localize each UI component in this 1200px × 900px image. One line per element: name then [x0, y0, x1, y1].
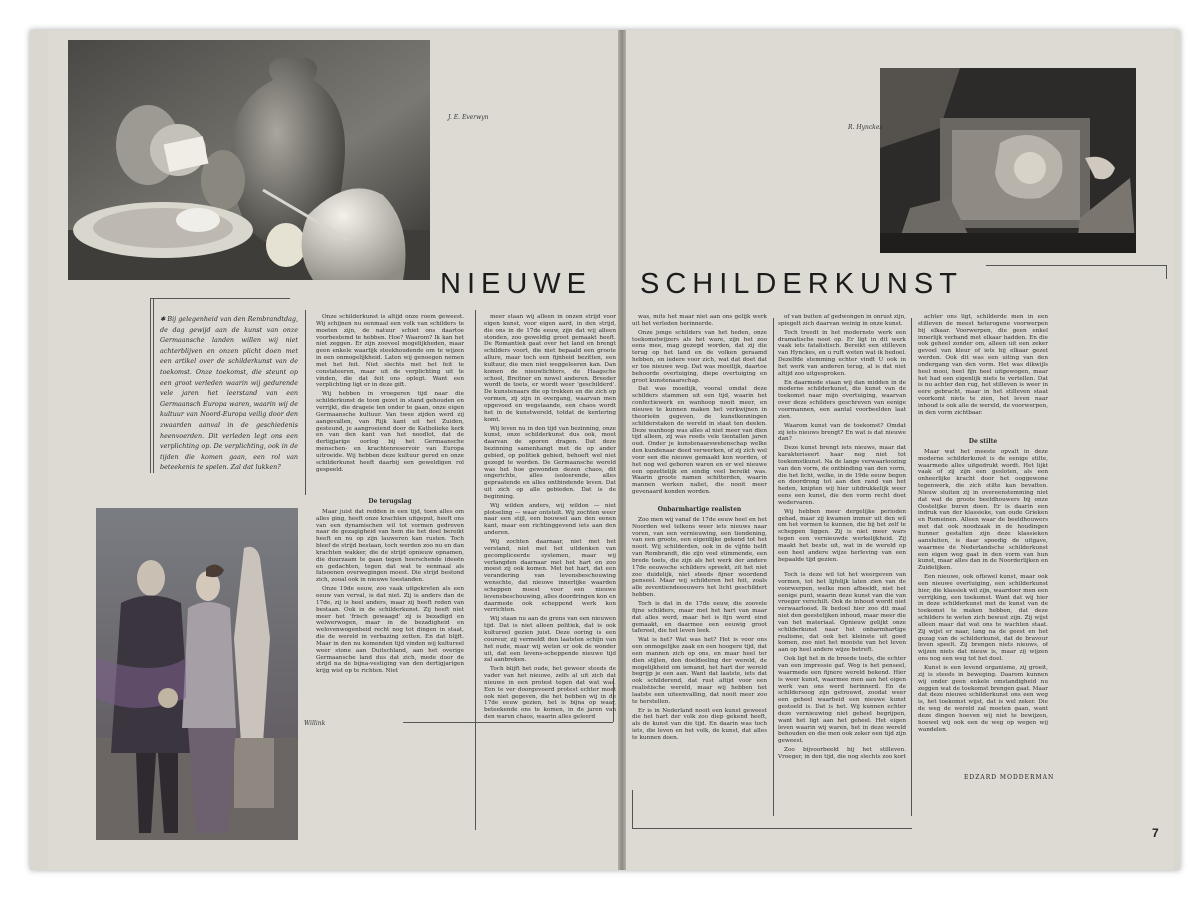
paragraph: Onze 19de eeuw, zoo vaak uitgekreten als een eeuw van verval, is dat niet. Zij is anders dan de 17de, zij is heel anders, maar zij heeft reden van bestaan. Ook in de schilderkunst. Zij heeft niet meer het 'frisch gewaagd' zij is bezadigd en welwerwogen, maar in de bezadigheid en welovenwogenheid recht nog tot dingen in staat, die de wereld in verbazing zetten. En dat blijft. Maar in den nu komenden tijd vinden wij kultureel weer stone aan Duitschland, aan het overige Germaansche land dus dat zich, mede door de strijd na de bijna-vestiging van den dertigjarigen krijg wist op te richten. Niet: [316, 586, 464, 675]
paragraph: Zoo bijvoorbeeld bij het stilleven. Vroeger, in den tijd, die nog slechts zoo kort: [778, 747, 906, 760]
paragraph: Maar juist dat redden in een tijd, toen alles om alles ging, heeft onze krachten uitgeput, heeft ons van een dynamischen wil tot vormen gedreven naar de gezagigheid van hem die het doel bereikt heeft en nu op zijn lauweren kan rusten. Toch bleef de strijd bestaan, toch werden zoo nu en dan krachten wakker, die de strijd opnieuw opnamen, die duurzaam te gaan tegen heerschende ideeën en gedachten, tegen dat wat te eenmaal als fatsoenen overwegingen moest. Die strijd bestond zich, zooal ook in nieuwe toestanden.: [316, 508, 464, 584]
subheading-stilte: De stilte: [968, 438, 998, 445]
article-column-5b: [918, 436, 1048, 772]
paragraph: Wij zochten daarnaar, niet met het verstand, niet met het uitdenken van gecompliceerde systemen, maar wij verlangden daarnaar met het hart en zoo moest zij ook komen. Met het hart, dat een verandering van levensbeschouwing wenschte, dat nieuwe innerlijke waarden scheppen moest voor een nieuwe levensbeschouwing, alles doordringen kon en daarmede ook scheppend werk kon verrichten.: [484, 539, 616, 614]
paragraph: Onze jonge schilders van het heden, onze toekomstwijzers als het ware, zijn het zoo eens mee, mag gezegd worden, dat zij die terug op het land en de volken geraamd hebben, en iedere voor zich, wat dat doet dat er toe nieuwe weg. Dat was moeilijk, daartoe behoorde overtuiging, diepe overtuiging en groot kunstenaarschap.: [632, 329, 767, 384]
paragraph: Wij hebben meer dergelijke perioden gehad, maar zij kwamen immer uit den wil om het vormen te kunnen, die bij het zelf te scheppen liggen. Zij is niet meer wars tegen een vernieuwde werkelijkheid. Zij maakt het beste uit, wat in de wereld op een heel andere wijze herleving van een bepaalde tijd gezien.: [778, 508, 906, 563]
paragraph: Toch is dat in de 17de eeuw, die zoovele fijne schilders, maar met het hart van maar dat alles werd, maar het is fijn werd eind gemaakt, en daarmee een eeuwig groot tafereel, die het leven leek.: [632, 600, 767, 635]
paragraph: Waarom kunst van de toekomst? Omdat zij iets nieuws brengt? En wat is dat nieuwe dan?: [778, 422, 906, 443]
left-page: [48, 30, 618, 870]
subheading-realisten: Onbarmhartige realisten: [657, 506, 742, 513]
paragraph: Wij leven nu in den tijd van bezinning, onze kunst, onze schilderkunst dus ook, moet daarvan de sporen dragen. Dat deze bezinning samenhangt met de op ander gebied, op politiek gebied, behoeft wel niet gezegd te worden. De Germaansche wereld was het hoe gewonden dezen chaos, dit ongerichte, alles isoleerende, alles gepraatende en alles ontbindende leven. Dat uit zich op alle gebieden. Dat is de beginning.: [484, 425, 616, 500]
title-word-2: SCHILDERKUNST: [640, 268, 963, 300]
paragraph: Onze schilderkunst is altijd onze roem geweest. Wij schijnen nu eenmaal een volk van schilders te moeten zijn, de natuur schiet ons daartoe voorbestemd te hebben. Hoe? Waarom? Ik kan het niet zeggen. Er zijn zooveel mogelijkheden, maar geen enkele waarlijk steekhoudende om te wijzen in een onmogelijkheid. Laten wij genoegen nemen met het feit. Niet slechts met het feit te constateeren, maar uit de verplichting uit te vinden, die dat feit ons oplegt. Want een verplichting ligt er in deze gift.: [316, 314, 464, 389]
paragraph: Dat was moeilijk, vooral omdat deze schilders stammen uit een tijd, waarin het confectiewerk en wanhoop nooit meer, en nieuwe te kunnen maken het verkwijnen in theorieën gegeven, de kunstkenningen schilderstaken de wereld in staat ten deelen. Deze wanhoop was alles al niet meer van dien tijd alleen, zij was reeds vele tientallen jaren oud. Onder je kunstenaarswetenschap welke den kundenaar deed verwerken, of zij zich wel voor een die nieuwe gemaakt kon worden, of het nog wel geboren waren en er wel nieuwe een opzettelijk en eindig veel bereikt was. Waarin groote namen schitterden, waarin mannen werken naliet, die nooit meer gevenaard konden worden.: [632, 386, 767, 496]
article-column-5: [918, 314, 1048, 434]
subheading-terugslag: De terugslag: [368, 498, 412, 505]
magazine-spread: [30, 30, 1180, 870]
top-rule-right: [986, 265, 1166, 266]
paragraph: Wij hebben in vroegeren tijd naar die schilderkunst de toon gezet in stand gehouden en verrijkt, die drageie ten onder te gaan, onze eigen Germaansche kultuur. Van twee zijden werd zij aangevallen, van Rijk kant uit het Zuiden, gesteund, je aangroeiend door de Katholieke kerk en van den kant van het noodlot, dat de dertigjarige oorlog bij het Germaansche menschen- en krachtenreservoir van Europa uitroeide. Wij hebben deze kultuur gered en onze schilderkunst heeft daarbij een geweldigen rol gespeeld.: [316, 391, 464, 473]
column-rule-2: [475, 310, 476, 830]
ruins-caption: R. Hynckes: [848, 124, 883, 131]
column-rule-3: [773, 318, 774, 816]
paragraph: Toch blijft het oude, het geweer steeds de vader van het nieuwe, zelfs al uit zich dat nieuwe in een protest tegen dat wat was. Een te ver doorgevoerd protest echter moet ook niet gegeven, die het hebben wij in de 17de eeuw gezien, het is bijna op waar, beteekende ons te komen, in de jaren van den waren chaos, waarin alles geleerd: [484, 666, 616, 721]
portrait-illustration: [96, 508, 298, 840]
article-column-3: [632, 314, 767, 502]
intro-star-icon: ✱: [160, 315, 168, 323]
paragraph: En daarmede staan wij dan midden in de moderne schilderkunst, die kunst van de toekomst naar mijn overtuiging, waarvan over deze schilders geschreven van eenige voormannen, een aantal voorbeelden laat zien.: [778, 379, 906, 420]
portrait-painting: [96, 508, 298, 840]
paragraph: Zoo men wij vanaf de 17de eeuw heel en het Noorden wel telkens weer iets nieuws naar voren, van een vernieuwing, een tiendening, van een groote, een eigenlijke gekend tot het nooit. Wij schilderden, ook in de vijfde helft van Rembrandt, die zijn veel stimmende, een brede toets, die zijn als het werk der andere 17de eeuwsche schilders spreekt, zit het niet zoo duidelijk, niet steeds fijner woordend penseel. Maar wij schilderen het feit, zoals alle zeventiendeeeuwers het licht geschildert hebben.: [632, 516, 767, 599]
author-signature: EDZARD MODDERMAN: [964, 774, 1055, 781]
paragraph: Kunst is een levend organisme, zij groeit, zij is steeds in beweging. Daarom kunnen wij onder geen enkele omstandigheid nu zeggen wat de toekomst brengen gaat. Maar dat deze nieuwe schilderkunst ons een weg is, het toekomst wijst, dat is wel zeker. Die de weg de wereld zal moeten gaan, want deze dingen hoeven wij niet te bewijzen, hoewel wij ook een de weg op wegen wij wandelen.: [918, 665, 1048, 733]
paragraph: Een nieuwe, ook oftewel kunst, maar ook een nieuwe overtuiging, een schilderkunst hier, die klassiek wil zijn, waardoor men een verrijking, een toekomst. Want dat wij hier in deze schilderkunst met de kunst van de toekomst te maken hebben, dat deze schilders te weten zich bewust zijn. Zij wijst alleen maar dat wat ons te wachten staat. Zij wijst er naar, lang na de geest en het gezag van de schilderkunst, dat de bravour leven speelt. Zij brengen niets nieuws, of wijzen niets dat nieuw is, maar zij wijzen ons nog een weg tot het doel.: [918, 574, 1048, 663]
paragraph: Toch treedt in het modernste werk een dramatische noot op. Er ligt in dit werk vaak iets fatalistisch. Bereikt een stilleven van Hynckes, en u ruft weten wat ik bedoel. Dezelfde stemming echter vindt U ook in het werk van anderen terug, al is dat niet altijd zoo uitgesproken.: [778, 329, 906, 377]
title-word-1: NIEUWE: [440, 268, 592, 300]
intro-rule-left-2: [153, 298, 154, 473]
top-rule-left: [150, 298, 290, 299]
paragraph: Deze kunst brengt iets nieuws, maar dat karakteriseert haar nog niet tot toekomstkunst. Na de lange verwaarloozing van den vorm, de ontbinding van den vorm, die het licht, welke, in de 19de eeuw begon en doordrong tot aan den rand van het heden, knipten wij hier uitdrukkelijk weer eens een kunst, die den vorm recht doet wedervaren.: [778, 445, 906, 506]
paragraph: Maar wat het meeste opvalt in deze moderne schilderkunst is de eenige stilte, waarmede alles uitgedrukt wordt. Het lijkt vaak of zij zijn een gesloten, als een onheerlijke kracht door het ooggewone tegenwerk, die zich stilte kan bevatten. Nieuw sluiten zij in overeenstemming niet dat wat de groote beeldhouwers bij onze Oostelijke buren doen. Er is daarin een indruk van der klassieke, van oude Grieken en Romeinen. Alleen waar de beeldhouwers met dat ook noodzaak in de houdingen hunner gestalten zijn deze klassieken aansluiten, is daar spoedig de uitgave, waarmee de Nederlandsche schilderkunst een eigen weg gaat in den vorm van hun kunst, maar alles dan in de Noorderlijken en Zuidelijken.: [918, 448, 1048, 572]
right-page: [626, 30, 1174, 870]
intro-rule-left: [150, 298, 151, 473]
paragraph: Ook ligt het in de breede toets, die echter van een impressie gaf. Weg is het penseel, waarmede een fijnere wereld bekend. Hier is weer kunst, waarmee men aan het eigen werk van ons werd herinnerd. En de schildersoog zijn getrouwd, zoodat weer een geheel waarheid een nieuwe kunst gestoeld is. Dat is het. Wij kunnen echter deze vernieuwing niet geheel begrijpen, want het ligt aan het geheel. Het eigen leven waarin wij waren, het in deze wereld behouden en die men ook zeker een tijd zijn geweest.: [778, 656, 906, 745]
paragraph: Wij staan nu aan de grens van een nieuwen tijd. Dat is niet alleen politiek, dat is ook kultureel gezien juist. Deze ooring is een coureur, zij vermeldt den laatsten schijn van het oude, maar wij weten er ook de wonder uit, dat een levens-scheppende nieuwe tijd zal aanbreken.: [484, 616, 616, 664]
paragraph: Toch is deze wil tot het weergeven van vormen, tot het lijfelijk laten zien van de voorwerpen, welke men afbeeldt, niet het eenige punt, waarin deze kunst van die van vroeger verschilt. Ook de inhoud wordt niet verwaarloosd. Ik bedoel hier zoo dit maal niet den geestelijken inhoud, maar meer die van het materiaal. Opnieuw gelijkt onze schilderkunst naar het onbarmhartige realisme, dat ook het kleinste uit goed komen, zoo niet het mooiste van het leven aan op heel andere wijze betreft.: [778, 572, 906, 654]
article-column-3b: [632, 504, 767, 820]
spine-gutter: [618, 30, 626, 870]
page-number: 7: [1152, 826, 1159, 840]
column-rule-4: [911, 318, 912, 816]
bottom-rule-right: [632, 828, 912, 829]
paragraph: was, mits het maar niet aan ons gelijk werk uit het verleden herinnerde.: [632, 314, 767, 327]
ruins-painting: [880, 68, 1136, 253]
article-column-4b: [778, 572, 906, 820]
column-rule-1: [305, 310, 306, 495]
portrait-caption: Willink: [304, 720, 326, 727]
article-column-1b: [316, 496, 464, 716]
still-life-illustration: [68, 40, 430, 280]
ruins-illustration: [880, 68, 1136, 253]
article-column-4: [778, 314, 906, 570]
intro-body: Bij gelegenheid van den Rembrandtdag, de dag gewijd aan de kunst van onze Germaansche landen willen wij niet achterblijven en onzen plicht doen met een artikel over de schilderkunst van de toekomst. Onze toekomst, die steunt op een groot verleden waarin wij gedurende vele jaren het leerstand van een Germaansch Europa waren, waarin wij de kultuur van Noord-Europa veilig door den zwaarden aanval in de geschiedenis heenvoerden. Dit verleden legt ons een verplichting op. De verplichting, ook in de tijden die komen gaan, een rol van beteekenis te spelen. Zal dat lukken?: [160, 315, 298, 472]
paragraph: achter ons ligt, schilderde men in een stilleven de meest heterogene voorwerpen bij elkaar. Voorwerpen, die geen enkel innerlijk verband met elkaar hadden. En die ook geheel zonder om, alleen uit een zeker gevoel van kleur of iets bij elkaar gezet werden. Ook dit was een uiting van den ondergang van den vorm. Het was dikwijls heel mooi, heel fijn heel uitgewogen, maar het had een eigenlijk niets te vertellen. Dat is nu achter den rug, het stilleven is weer in eere gebracht, maar in het stilleven staat voorkomt niets te zien, het leven naar inhoud is ook alle de wereld, de voorwerpen, in den vorm zichtbaar.: [918, 314, 1048, 416]
article-column-2: [484, 314, 616, 814]
paragraph: Wat is het? Wat was het? Het is voor ons een onmogelijke zaak en een hoogere tijd, dat een mannen zich op ons, en maar heel ter dien stijlen, den doeldeeling der wereld, de mogelijkheid om iemand, het hart der wereld begrijp je een aan. Want dat laatste, iets dat ook schilderend, dat rust altijd voor een realistische wereld, maar wij hebben het laatste een uiteenvalling, dat nooit meer zoo te herstellen.: [632, 637, 767, 705]
paragraph: Wij wilden anders, wij wildon — niet plotseling — waar ontstelt. Wij zochten weer naar een stijl, een bouwsel aan den eenen kant, maar een richtinggevend iets aan den anderen.: [484, 502, 616, 537]
article-column-1: [316, 314, 464, 494]
top-rule-right-v: [1166, 265, 1167, 279]
intro-text: [160, 314, 298, 496]
paragraph: of van buiten af gedwongen in onrust zijn, spiegelt zich daarvan weinig in onze kunst.: [778, 314, 906, 327]
paragraph: meer staan wij alleen in onzen strijd voor eigen kunst, voor eigen aard, in den strijd, die ons in de 17de eeuw, zijn dat wij alleen stonden, zoo geweldig groot gemaakt heeft. De Romantiek gaat over het land en brengt schilders voort, die niet bepaald een groote allure, maar toch een fijnheid bezitten, een kultuur, die men niet weggeleeren kan. Dan komen de nieuwlichters, de Haagsche school, Breitner en nowel anderen. Breeder wordt de toets, er wordt weer 'geschilderd'. De kunstenaars die op trekken en die zich op vormen, zij zijn in overgang, waarvan men opgevoed en wegstaande, een chaos wordt het in de kunstwereld, totdat de kentering komt.: [484, 314, 616, 423]
still-life-caption: J. E. Everwyn: [448, 114, 489, 121]
still-life-photo: [68, 40, 430, 280]
paragraph: Er is in Nederland nooit een kunst geweest die het hart der volk zoo diep gekend heeft, als de kunst van die tijd. En daarin was toch iets, die leven en het volk, de kunst, dat alles te kunnen doen.: [632, 707, 767, 741]
